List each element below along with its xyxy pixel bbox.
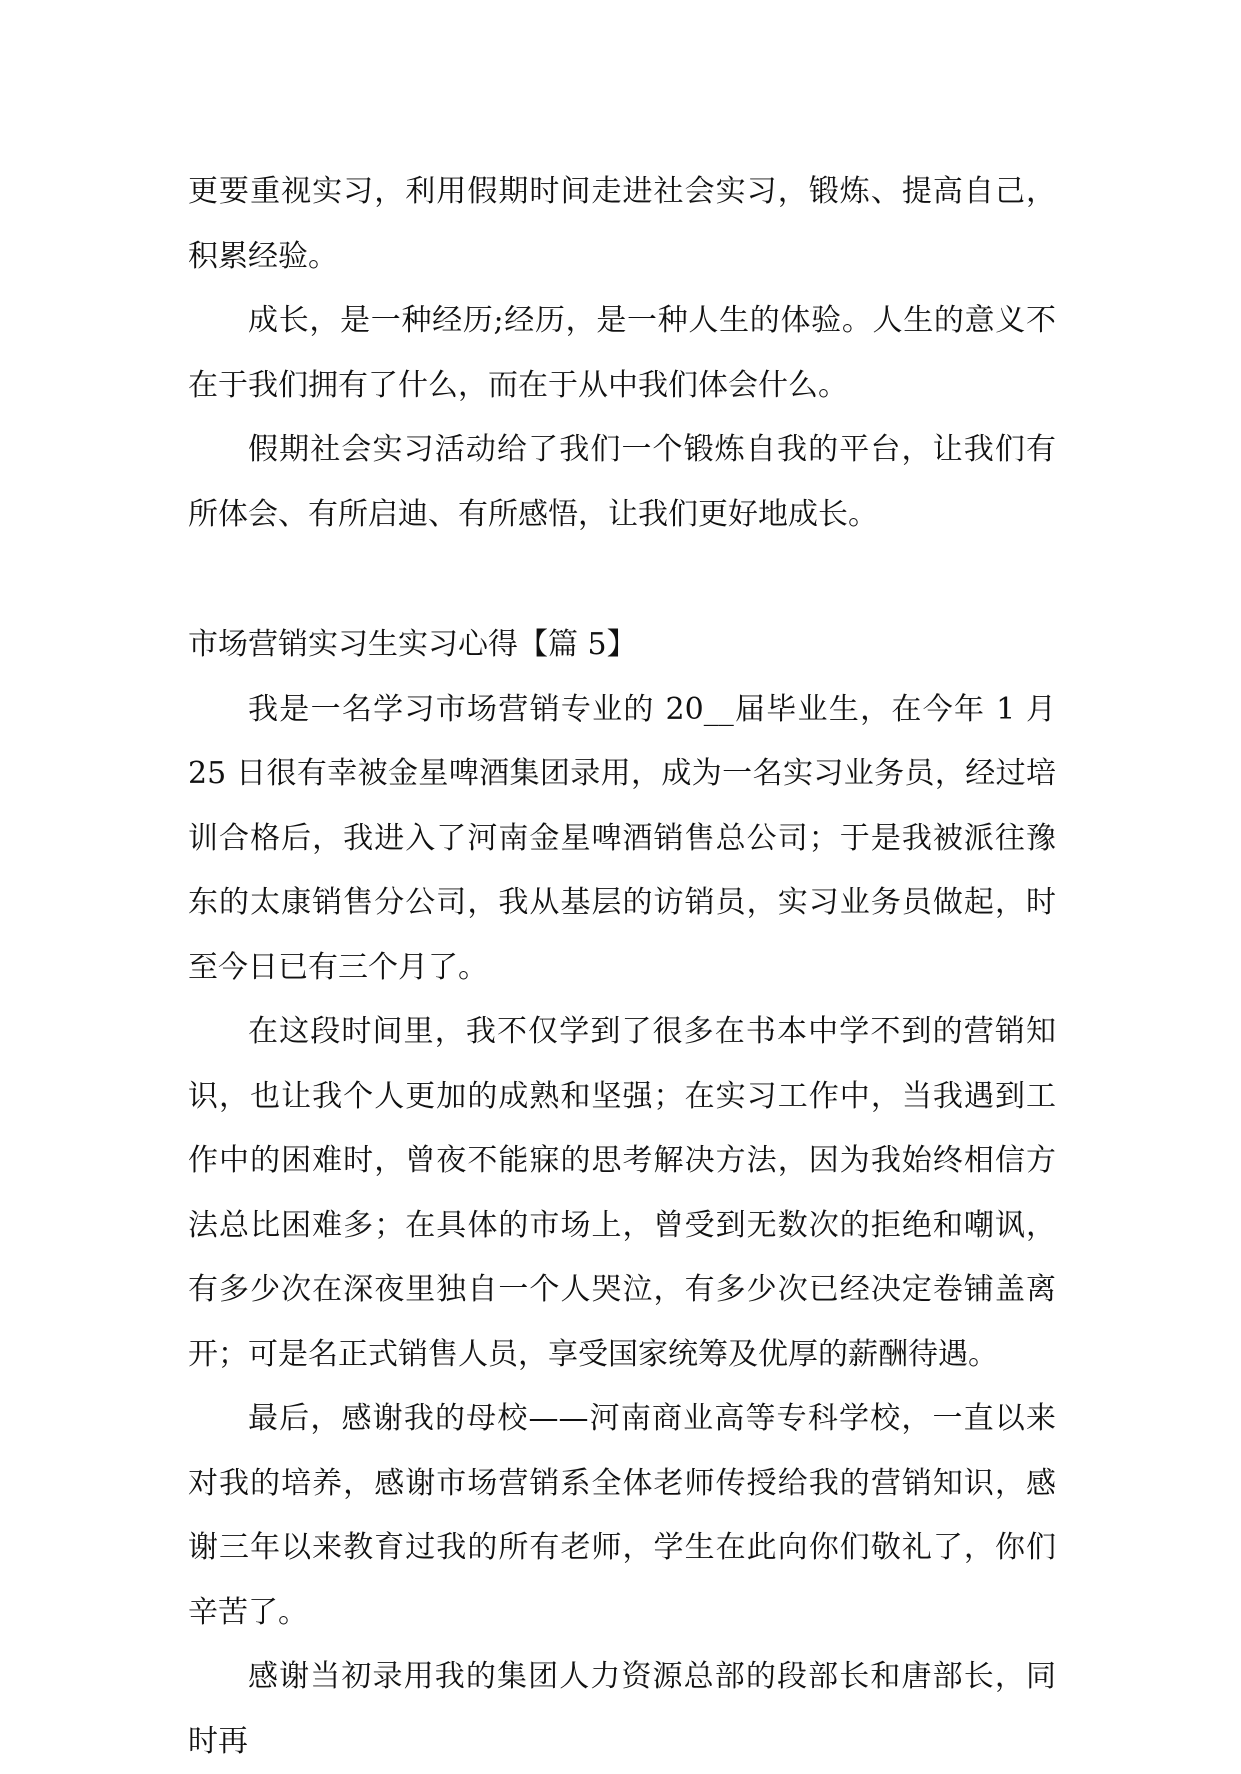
paragraph-5: 在这段时间里，我不仅学到了很多在书本中学不到的营销知识，也让我个人更加的成熟和坚强；在实习工作中，当我遇到工作中的困难时，曾夜不能寐的思考解决方法，因为我始终相信方法总比困难多；在具体的市场上，曾受到无数次的拒绝和嘲讽，有多少次在深夜里独自一个人哭泣，有多少次已经决定卷铺盖离开；可是名正式销售人员，享受国家统筹及优厚的薪酬待遇。 [188,1014,1056,1372]
paragraph-6: 最后，感谢我的母校——河南商业高等专科学校，一直以来对我的培养，感谢市场营销系全体老师传授给我的营销知识，感谢三年以来教育过我的所有老师，学生在此向你们敬礼了，你们辛苦了。 [188,1401,1056,1630]
paragraph-2: 成长，是一种经历;经历，是一种人生的体验。人生的意义不在于我们拥有了什么，而在于从中我们体会什么。 [188,303,1056,403]
section-heading: 市场营销实习生实习心得【篇 5】 [188,627,637,662]
paragraph-3: 假期社会实习活动给了我们一个锻炼自我的平台，让我们有所体会、有所启迪、有所感悟，让我们更好地成长。 [188,432,1056,532]
paragraph-1: 更要重视实习，利用假期时间走进社会实习，锻炼、提高自己，积累经验。 [188,174,1056,274]
paragraph-7: 感谢当初录用我的集团人力资源总部的段部长和唐部长，同时再 [188,1659,1056,1759]
paragraph-4: 我是一名学习市场营销专业的 20__届毕业生，在今年 1 月 25 日很有幸被金星啤酒集团录用，成为一名实习业务员，经过培训合格后，我进入了河南金星啤酒销售总公司；于是我被派往豫东的太康销售分公司，我从基层的访销员，实习业务员做起，时至今日已有三个月了。 [188,691,1056,985]
document-body [188,160,1056,1774]
